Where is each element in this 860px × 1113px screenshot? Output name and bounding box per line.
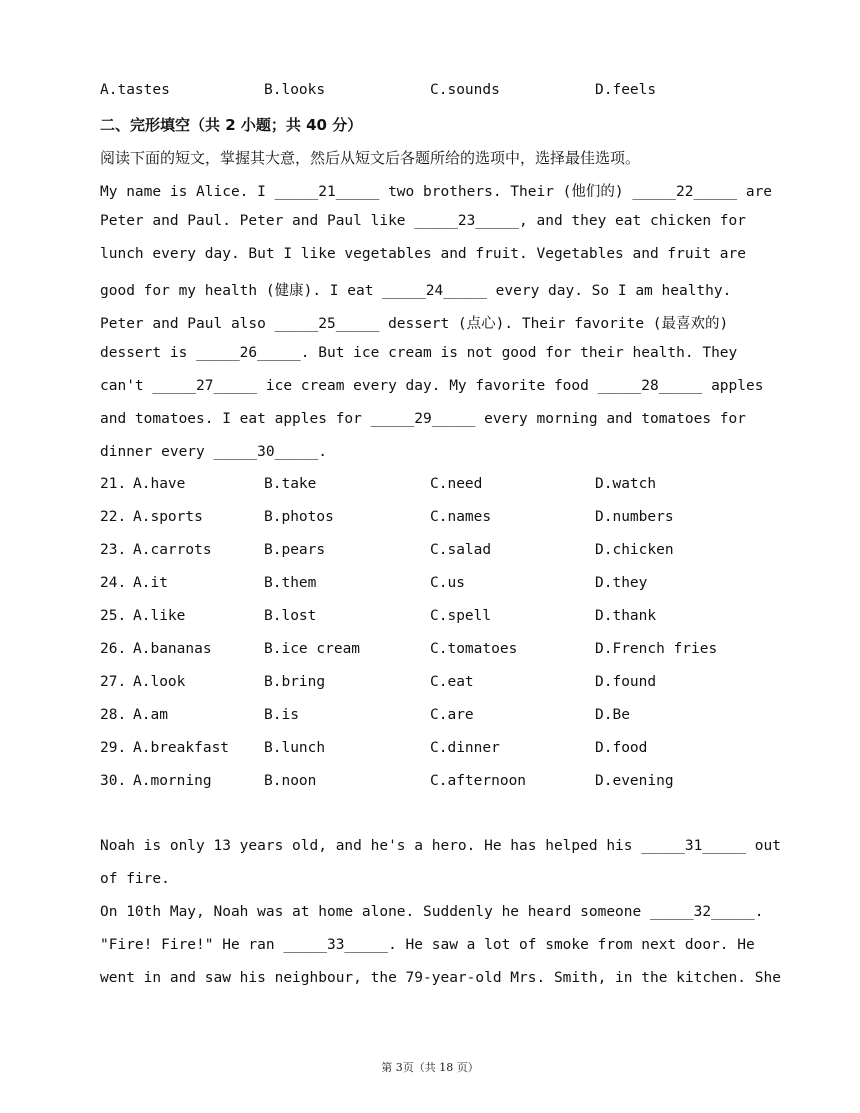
option-d: D.food xyxy=(595,740,648,756)
option-b: B.bring xyxy=(264,674,326,690)
option-b: B.ice cream xyxy=(264,641,361,657)
option-c: C.salad xyxy=(430,542,492,558)
option-a: A.look xyxy=(133,674,186,690)
option-d: D.watch xyxy=(595,476,657,492)
passage-line: On 10th May, Noah was at home alone. Suddenly he heard someone _____32_____. xyxy=(100,904,764,920)
question-number: 23. xyxy=(100,542,127,558)
option-b: B.is xyxy=(264,707,299,723)
passage-line: dinner every _____30_____. xyxy=(100,444,327,460)
option-c: C.dinner xyxy=(430,740,500,756)
passage-line: dessert is _____26_____. But ice cream is not good for their health. They xyxy=(100,345,738,361)
question-number: 27. xyxy=(100,674,127,690)
option-d: D.chicken xyxy=(595,542,674,558)
option-a: A.am xyxy=(133,707,168,723)
option-a: A.carrots xyxy=(133,542,212,558)
passage-line: went in and saw his neighbour, the 79-year-old Mrs. Smith, in the kitchen. She xyxy=(100,970,781,986)
option-d: D.found xyxy=(595,674,657,690)
option-a: A.have xyxy=(133,476,186,492)
option-b: B.photos xyxy=(264,509,334,525)
option-c: C.are xyxy=(430,707,474,723)
option-d: D.evening xyxy=(595,773,674,789)
option-c: C.spell xyxy=(430,608,492,624)
question-number: 29. xyxy=(100,740,127,756)
option-b: B.noon xyxy=(264,773,317,789)
passage-line: Peter and Paul. Peter and Paul like _____23_____, and they eat chicken for xyxy=(100,213,747,229)
passage-line: good for my health (健康). I eat _____24_____ every day. So I am healthy. xyxy=(100,283,732,299)
passage-line: "Fire! Fire!" He ran _____33_____. He saw a lot of smoke from next door. He xyxy=(100,937,755,953)
option-b: B.them xyxy=(264,575,317,591)
question-number: 30. xyxy=(100,773,127,789)
option-d: D.Be xyxy=(595,707,630,723)
option-c: C.eat xyxy=(430,674,474,690)
option-a: A.bananas xyxy=(133,641,212,657)
option-c: C.names xyxy=(430,509,492,525)
option-c: C.us xyxy=(430,575,465,591)
option-a: A.morning xyxy=(133,773,212,789)
passage-line: and tomatoes. I eat apples for _____29_____ every morning and tomatoes for xyxy=(100,411,747,427)
option-b: B.lost xyxy=(264,608,317,624)
option-a: A.sports xyxy=(133,509,203,525)
page-footer: 第 3页（共 18 页） xyxy=(381,1061,479,1074)
option-a: A.breakfast xyxy=(133,740,230,756)
passage-line: Noah is only 13 years old, and he's a hero. He has helped his _____31_____ out xyxy=(100,838,781,854)
option-b: B.lunch xyxy=(264,740,326,756)
option-b: B.take xyxy=(264,476,317,492)
passage-line: Peter and Paul also _____25_____ dessert (点心). Their favorite (最喜欢的) xyxy=(100,316,729,332)
option-b: B.looks xyxy=(264,82,326,98)
option-d: D.they xyxy=(595,575,648,591)
question-number: 21. xyxy=(100,476,127,492)
question-number: 22. xyxy=(100,509,127,525)
question-number: 26. xyxy=(100,641,127,657)
option-c: C.sounds xyxy=(430,82,500,98)
option-a: A.it xyxy=(133,575,168,591)
option-a: A.tastes xyxy=(100,82,170,98)
option-c: C.need xyxy=(430,476,483,492)
passage-line: can't _____27_____ ice cream every day. My favorite food _____28_____ apples xyxy=(100,378,764,394)
option-d: D.thank xyxy=(595,608,657,624)
option-d: D.French fries xyxy=(595,641,718,657)
question-number: 24. xyxy=(100,575,127,591)
passage-line: of fire. xyxy=(100,871,170,887)
option-a: A.like xyxy=(133,608,186,624)
section-heading: 二、完形填空（共 2 小题；共 40 分） xyxy=(100,116,363,134)
option-c: C.tomatoes xyxy=(430,641,518,657)
option-d: D.numbers xyxy=(595,509,674,525)
question-number: 25. xyxy=(100,608,127,624)
section-instruction: 阅读下面的短文，掌握其大意，然后从短文后各题所给的选项中，选择最佳选项。 xyxy=(100,149,641,167)
passage-line: My name is Alice. I _____21_____ two brothers. Their (他们的) _____22_____ are xyxy=(100,184,773,200)
passage-line: lunch every day. But I like vegetables and fruit. Vegetables and fruit are xyxy=(100,246,747,262)
option-b: B.pears xyxy=(264,542,326,558)
option-d: D.feels xyxy=(595,82,657,98)
question-number: 28. xyxy=(100,707,127,723)
option-c: C.afternoon xyxy=(430,773,527,789)
